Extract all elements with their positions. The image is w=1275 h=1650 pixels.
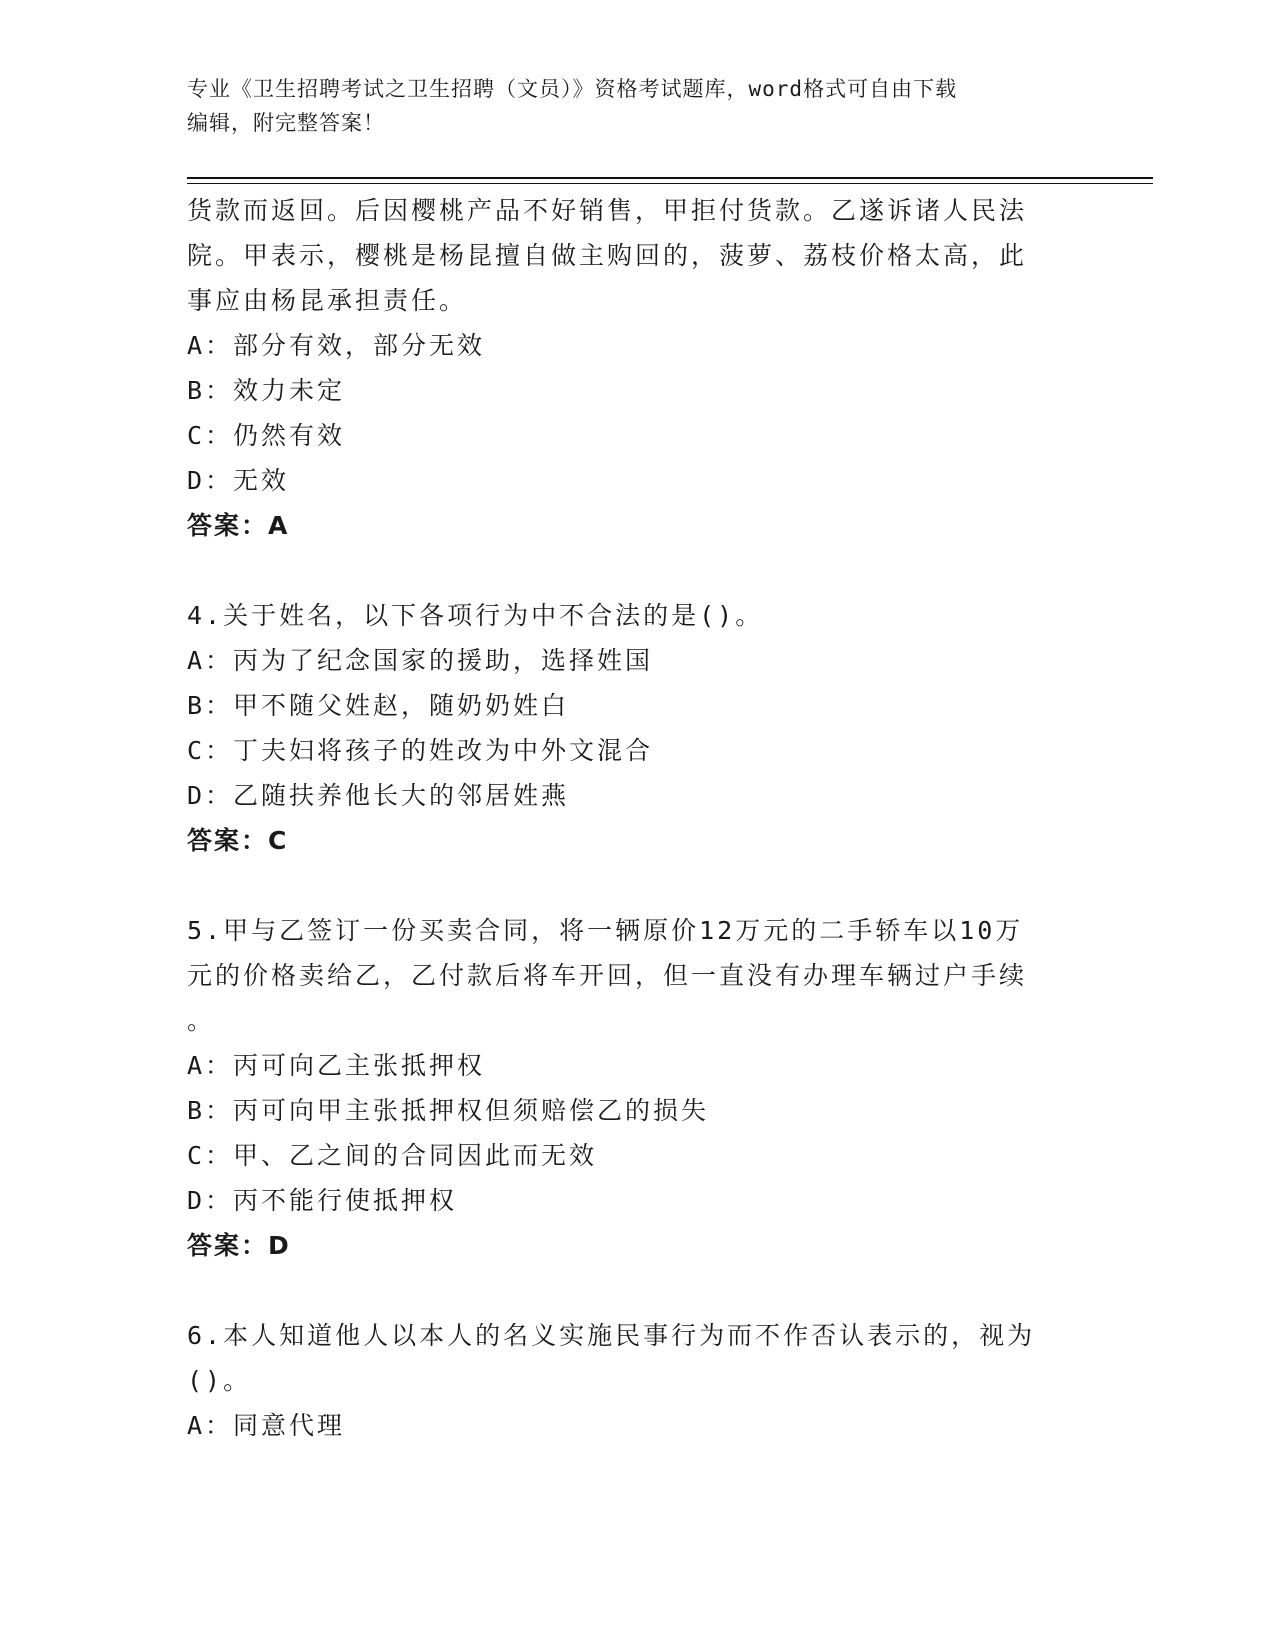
spacer bbox=[187, 548, 1067, 593]
question-4-answer: 答案：C bbox=[187, 826, 289, 855]
question-5-block bbox=[187, 908, 1067, 1268]
question-3-option-d: D：无效 bbox=[187, 466, 290, 495]
question-6-block bbox=[187, 1313, 1067, 1448]
question-4-option-a: A：丙为了纪念国家的援助，选择姓国 bbox=[187, 646, 654, 675]
question-4-option-b: B：甲不随父姓赵，随奶奶姓白 bbox=[187, 691, 570, 720]
spacer bbox=[187, 1268, 1067, 1313]
question-4-block bbox=[187, 593, 1067, 863]
question-3-answer: 答案：A bbox=[187, 511, 290, 540]
header-rule-thick bbox=[187, 177, 1153, 179]
question-5-option-a: A：丙可向乙主张抵押权 bbox=[187, 1051, 486, 1080]
question-5-text-line: 5.甲与乙签订一份买卖合同，将一辆原价12万元的二手轿车以10万 bbox=[187, 916, 1024, 945]
question-5-option-d: D：丙不能行使抵押权 bbox=[187, 1186, 458, 1215]
question-4-option-c: C：丁夫妇将孩子的姓改为中外文混合 bbox=[187, 736, 654, 765]
question-5-option-b: B：丙可向甲主张抵押权但须赔偿乙的损失 bbox=[187, 1096, 710, 1125]
question-4-text-line: 4.关于姓名，以下各项行为中不合法的是()。 bbox=[187, 601, 764, 630]
question-6-text-line: 6.本人知道他人以本人的名义实施民事行为而不作否认表示的，视为 bbox=[187, 1321, 1036, 1350]
spacer bbox=[187, 863, 1067, 908]
header-line-1: 专业《卫生招聘考试之卫生招聘（文员）》资格考试题库，word格式可自由下载 bbox=[187, 77, 958, 101]
question-3-text-line: 货款而返回。后因樱桃产品不好销售，甲拒付货款。乙遂诉诸人民法 bbox=[187, 196, 1028, 225]
header-rule-thin bbox=[187, 183, 1153, 184]
question-5-option-c: C：甲、乙之间的合同因此而无效 bbox=[187, 1141, 598, 1170]
question-5-answer: 答案：D bbox=[187, 1231, 291, 1260]
question-3-option-b: B：效力未定 bbox=[187, 376, 346, 405]
question-3-block bbox=[187, 188, 1067, 548]
question-3-text-line: 事应由杨昆承担责任。 bbox=[187, 286, 468, 315]
question-6-option-a: A：同意代理 bbox=[187, 1411, 346, 1440]
question-3-option-c: C：仍然有效 bbox=[187, 421, 346, 450]
question-3-option-a: A：部分有效，部分无效 bbox=[187, 331, 486, 360]
question-4-option-d: D：乙随扶养他长大的邻居姓燕 bbox=[187, 781, 570, 810]
question-5-text-line: 元的价格卖给乙，乙付款后将车开回，但一直没有办理车辆过户手续 bbox=[187, 961, 1028, 990]
document-header bbox=[187, 72, 1067, 140]
question-3-text-line: 院。甲表示，樱桃是杨昆擅自做主购回的，菠萝、荔枝价格太高，此 bbox=[187, 241, 1028, 270]
question-6-text-line: ()。 bbox=[187, 1366, 252, 1395]
document-body bbox=[187, 188, 1067, 1448]
header-line-2: 编辑，附完整答案！ bbox=[187, 111, 385, 135]
question-5-text-line: 。 bbox=[187, 1006, 216, 1035]
